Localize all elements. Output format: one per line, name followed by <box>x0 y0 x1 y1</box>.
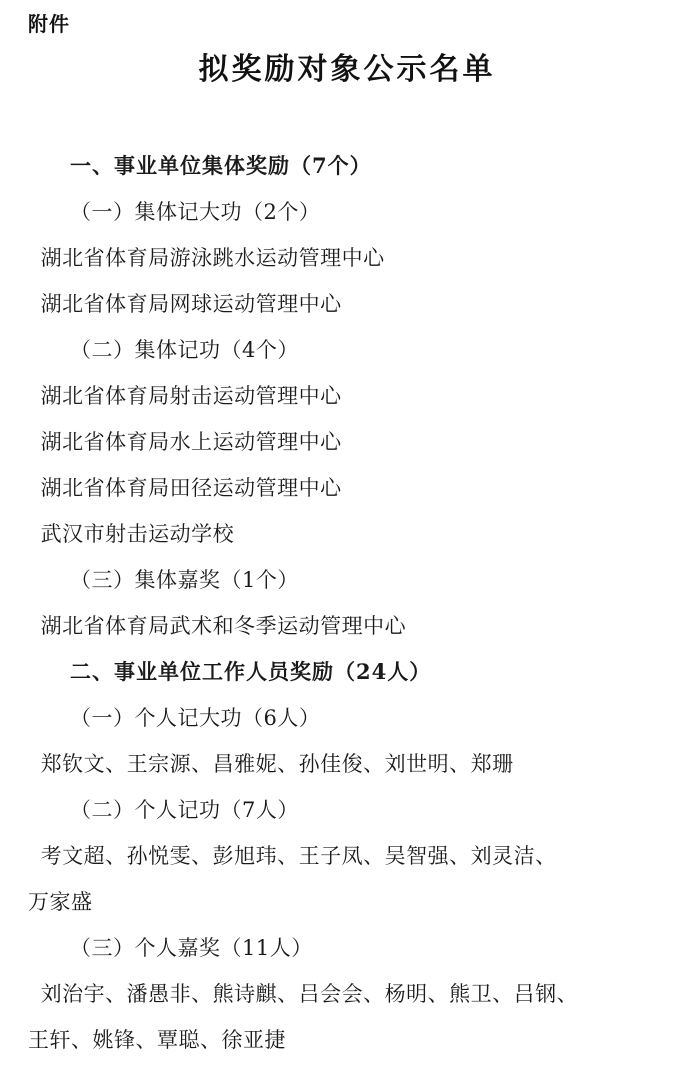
page-title: 拟奖励对象公示名单 <box>198 52 496 87</box>
list-item: 湖北省体育局田径运动管理中心 <box>40 475 342 500</box>
section-heading: 一、事业单位集体奖励（7个） <box>70 152 372 178</box>
subsection-heading: （一）个人记大功（6人） <box>70 705 321 730</box>
document-body <box>28 143 666 1063</box>
list-item: 刘治宇、潘愚非、熊诗麒、吕会会、杨明、熊卫、吕钢、 <box>40 981 579 1006</box>
list-item: 湖北省体育局射击运动管理中心 <box>40 383 342 408</box>
list-item: 王轩、姚锋、覃聪、徐亚捷 <box>28 1027 286 1052</box>
section-heading: 二、事业单位工作人员奖励（24人） <box>70 658 432 684</box>
subsection-heading: （二）集体记功（4个） <box>70 337 299 362</box>
subsection-heading: （二）个人记功（7人） <box>70 797 299 822</box>
list-item: 郑钦文、王宗源、昌雅妮、孙佳俊、刘世明、郑珊 <box>40 751 514 776</box>
list-item: 湖北省体育局网球运动管理中心 <box>40 291 342 316</box>
subsection-heading: （一）集体记大功（2个） <box>70 199 321 224</box>
attachment-label: 附件 <box>28 12 70 36</box>
list-item: 湖北省体育局游泳跳水运动管理中心 <box>40 245 385 270</box>
subsection-heading: （三）集体嘉奖（1个） <box>70 567 299 592</box>
subsection-heading: （三）个人嘉奖（11人） <box>70 935 313 960</box>
list-item: 万家盛 <box>28 889 93 914</box>
list-item: 考文超、孙悦雯、彭旭玮、王子凤、吴智强、刘灵洁、 <box>40 843 557 868</box>
list-item: 湖北省体育局武术和冬季运动管理中心 <box>40 613 407 638</box>
list-item: 湖北省体育局水上运动管理中心 <box>40 429 342 454</box>
list-item: 武汉市射击运动学校 <box>40 521 235 546</box>
